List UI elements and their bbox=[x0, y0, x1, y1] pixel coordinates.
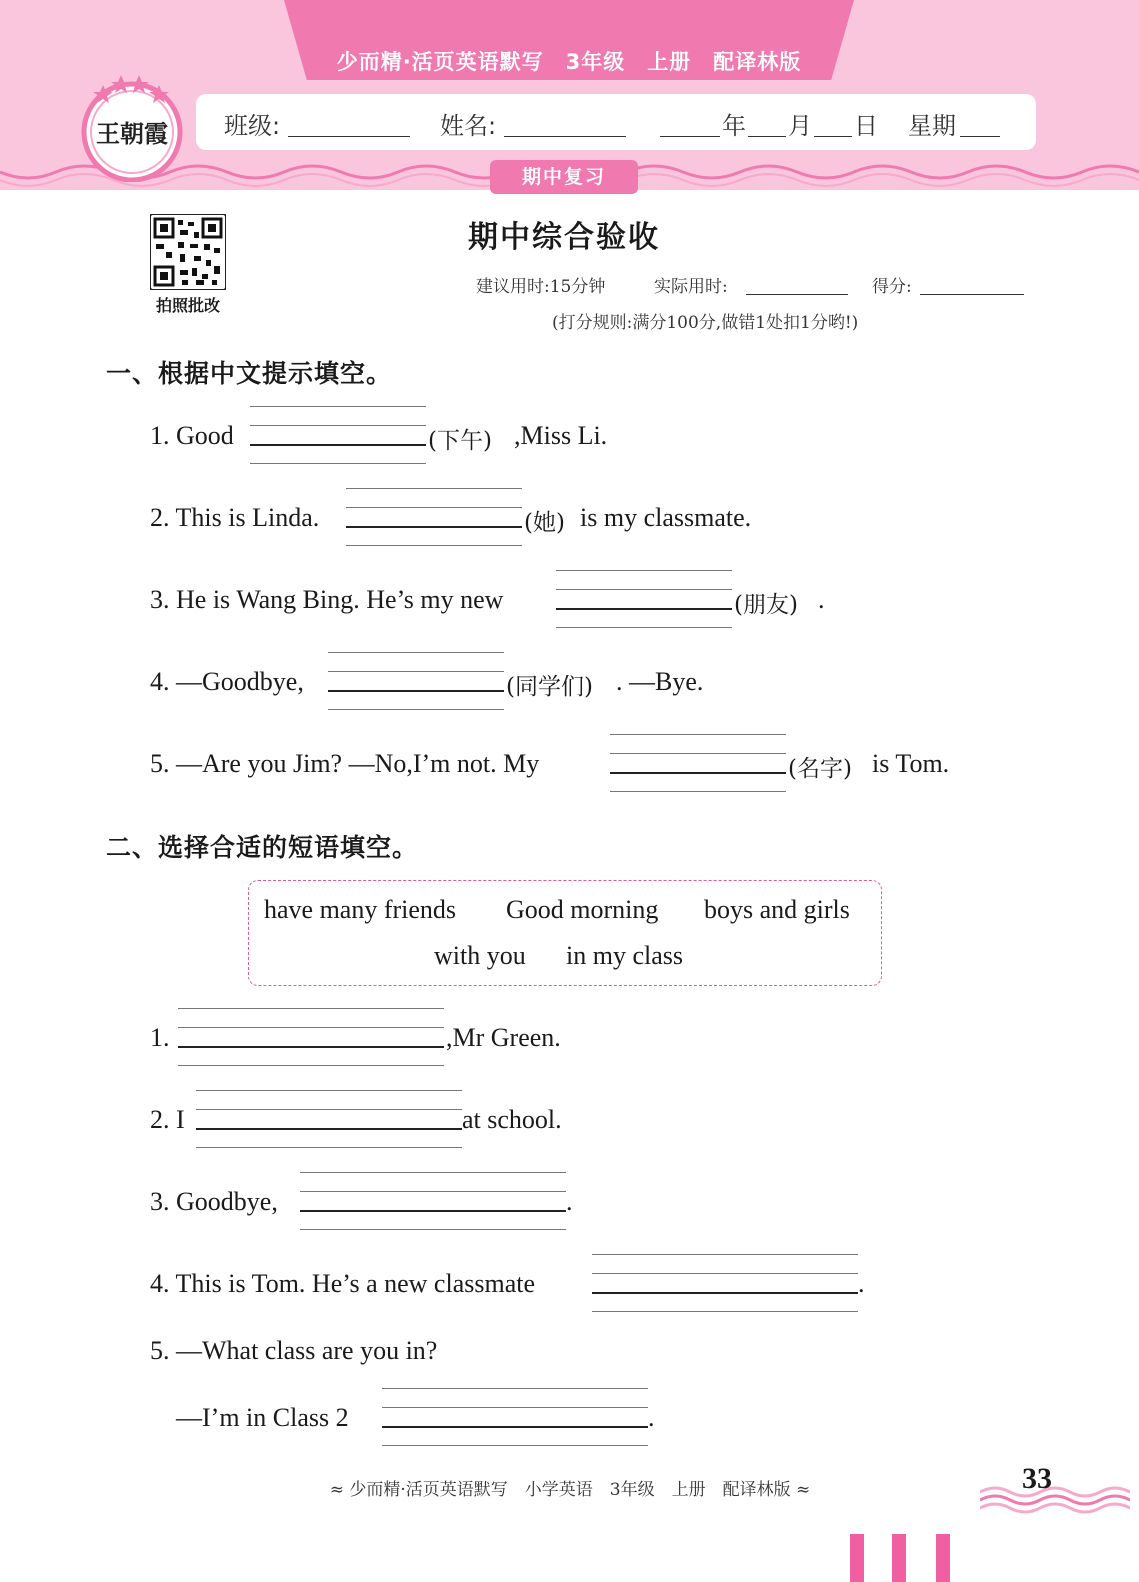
year-field[interactable] bbox=[660, 136, 720, 137]
s2-q5-after: . bbox=[648, 1403, 655, 1432]
page-number: 33 bbox=[1022, 1462, 1052, 1495]
s2-q3-text: 3. Goodbye, bbox=[150, 1187, 278, 1216]
section1-title: 一、根据中文提示填空。 bbox=[106, 359, 393, 388]
page-edge-mark bbox=[892, 1534, 906, 1582]
brand-logo-icon bbox=[78, 70, 186, 182]
score-label: 得分: bbox=[872, 277, 912, 297]
month-field[interactable] bbox=[748, 136, 786, 137]
actual-time-label: 实际用时: bbox=[654, 277, 728, 297]
s2-q5-answer-text: —I’m in Class 2 bbox=[176, 1403, 349, 1432]
footer-text: ≈ 少而精·活页英语默写 小学英语 3年级 上册 配译林版 ≈ bbox=[329, 1480, 811, 1500]
name-field[interactable] bbox=[504, 136, 626, 137]
s2-q4-blank[interactable] bbox=[592, 1254, 858, 1312]
phrase-boys-and-girls: boys and girls bbox=[704, 895, 850, 924]
s2-q4-text: 4. This is Tom. He’s a new classmate bbox=[150, 1269, 535, 1298]
name-label: 姓名: bbox=[440, 112, 497, 140]
s1-q2-after: is my classmate. bbox=[580, 503, 752, 532]
s2-q2-text: 2. I bbox=[150, 1105, 185, 1134]
s1-q3-after: . bbox=[818, 585, 825, 614]
s1-q3-text: 3. He is Wang Bing. He’s my new bbox=[150, 585, 504, 614]
logo-text: 王朝霞 bbox=[96, 119, 168, 148]
s1-q5-blank[interactable] bbox=[610, 734, 786, 792]
s1-q3-hint: (朋友) bbox=[734, 592, 798, 618]
s1-q5-text: 5. —Are you Jim? —No,I’m not. My bbox=[150, 749, 540, 778]
s1-q2-text: 2. This is Linda. bbox=[150, 503, 320, 532]
phrase-good-morning: Good morning bbox=[506, 895, 659, 924]
section2-title: 二、选择合适的短语填空。 bbox=[106, 833, 419, 862]
month-label: 月 bbox=[788, 112, 812, 140]
section-badge: 期中复习 bbox=[490, 160, 638, 194]
series-title: 少而精·活页英语默写 3年级 上册 配译林版 bbox=[336, 50, 802, 74]
s2-q1-blank[interactable] bbox=[178, 1008, 444, 1066]
scoring-rule: (打分规则:满分100分,做错1处扣1分哟!) bbox=[552, 313, 859, 333]
s1-q2-blank[interactable] bbox=[346, 488, 522, 546]
page-edge-mark bbox=[936, 1534, 950, 1582]
s1-q5-after: is Tom. bbox=[872, 749, 950, 778]
s1-q4-hint: (同学们) bbox=[506, 674, 593, 700]
s1-q1-blank[interactable] bbox=[250, 406, 426, 464]
suggested-time: 建议用时:15分钟 bbox=[476, 277, 606, 297]
s1-q1-text: 1. Good bbox=[150, 421, 234, 450]
class-label: 班级: bbox=[224, 112, 281, 140]
qr-label: 拍照批改 bbox=[155, 296, 220, 315]
day-field[interactable] bbox=[814, 136, 852, 137]
actual-time-field[interactable] bbox=[746, 294, 848, 295]
score-field[interactable] bbox=[920, 294, 1024, 295]
s1-q5-hint: (名字) bbox=[788, 756, 852, 782]
s2-q5-question: 5. —What class are you in? bbox=[150, 1336, 438, 1365]
s2-q3-after: . bbox=[566, 1187, 573, 1216]
phrase-with-you: with you bbox=[434, 941, 526, 970]
page-title: 期中综合验收 bbox=[468, 220, 660, 255]
s2-q1-after: ,Mr Green. bbox=[446, 1023, 561, 1052]
day-label: 日 bbox=[854, 112, 878, 140]
s1-q3-blank[interactable] bbox=[556, 570, 732, 628]
s1-q4-after: . —Bye. bbox=[616, 667, 704, 696]
s2-q2-blank[interactable] bbox=[196, 1090, 462, 1148]
page-edge-mark bbox=[850, 1534, 864, 1582]
s1-q1-after: ,Miss Li. bbox=[514, 421, 608, 450]
weekday-field[interactable] bbox=[960, 136, 1000, 137]
year-label: 年 bbox=[722, 112, 746, 140]
s2-q4-after: . bbox=[858, 1269, 865, 1298]
qr-code-icon[interactable] bbox=[150, 214, 226, 290]
phrase-have-many-friends: have many friends bbox=[264, 895, 457, 924]
s2-q2-after: at school. bbox=[462, 1105, 562, 1134]
phrase-in-my-class: in my class bbox=[566, 941, 683, 970]
s1-q4-text: 4. —Goodbye, bbox=[150, 667, 304, 696]
s1-q2-hint: (她) bbox=[524, 510, 565, 536]
s2-q5-blank[interactable] bbox=[382, 1388, 648, 1446]
s2-q1-text: 1. bbox=[150, 1023, 170, 1052]
s1-q1-hint: (下午) bbox=[428, 428, 492, 454]
class-field[interactable] bbox=[288, 136, 410, 137]
weekday-label: 星期 bbox=[908, 112, 956, 140]
footer-wave-icon bbox=[980, 1478, 1130, 1518]
s2-q3-blank[interactable] bbox=[300, 1172, 566, 1230]
s1-q4-blank[interactable] bbox=[328, 652, 504, 710]
